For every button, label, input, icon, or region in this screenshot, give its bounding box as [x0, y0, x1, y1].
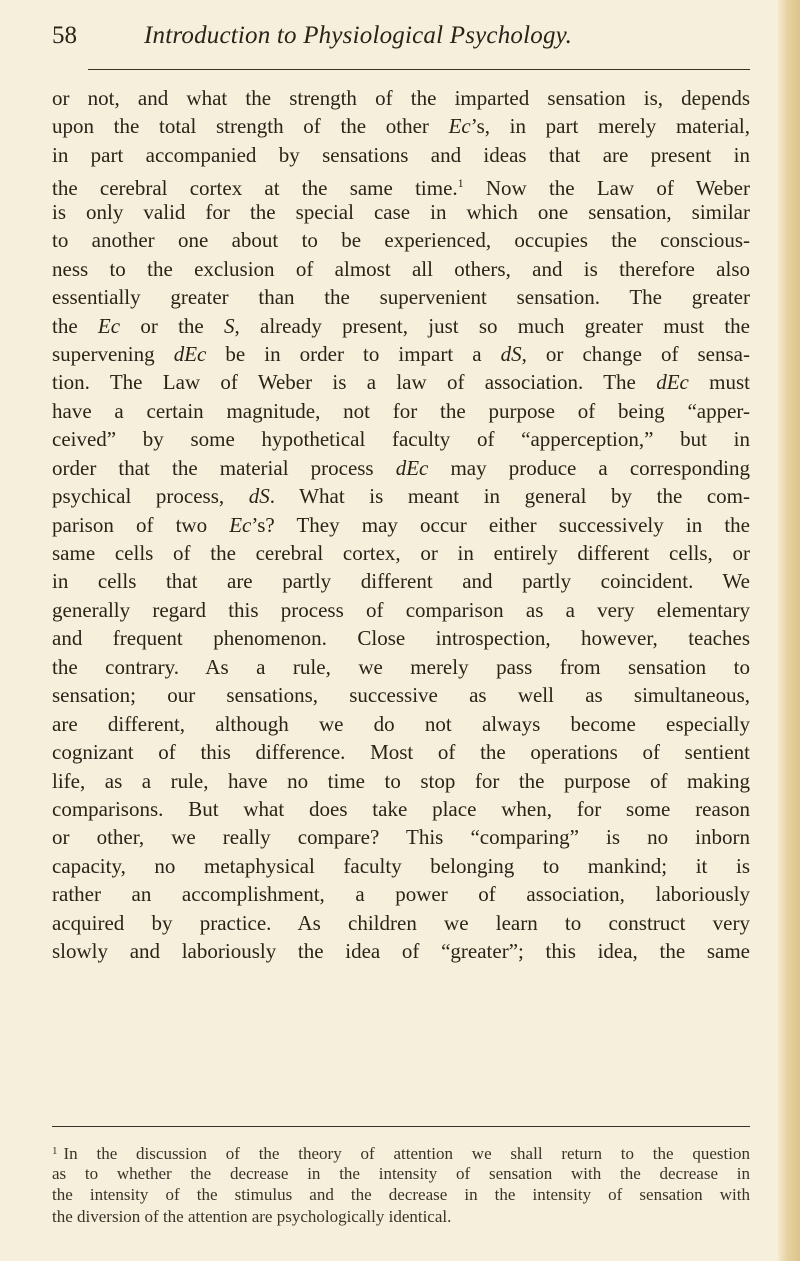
body-line: upon the total strength of the other Ec’s, in part merely material,	[52, 114, 750, 139]
body-line: cognizant of this difference. Most of the operations of sentient	[52, 740, 750, 765]
body-line: supervening dEc be in order to impart a dS, or change of sensa-	[52, 341, 750, 366]
running-title: Introduction to Physiological Psychology.	[144, 22, 573, 49]
body-line: is only valid for the special case in which one sensation, similar	[52, 199, 750, 224]
body-line: the Ec or the S, already present, just so much greater must the	[52, 313, 750, 338]
body-line: or not, and what the strength of the imparted sensation is, depends	[52, 86, 750, 110]
body-line: sensation; our sensations, successive as well as simultaneous,	[52, 683, 750, 708]
body-line: order that the material process dEc may produce a corresponding	[52, 455, 750, 480]
body-line: generally regard this process of comparison as a very elementary	[52, 597, 750, 622]
body-line: to another one about to be experienced, occupies the conscious-	[52, 228, 750, 253]
body-line: acquired by practice. As children we learn to construct very	[52, 910, 750, 935]
body-line: are different, although we do not always become especially	[52, 711, 750, 736]
body-line: the contrary. As a rule, we merely pass from sensation to	[52, 654, 750, 679]
footnote-line: as to whether the decrease in the intensity of sensation with the decrease in	[52, 1163, 750, 1183]
footnote-line: the diversion of the attention are psychologically identical.	[52, 1206, 452, 1226]
running-header	[52, 22, 752, 62]
body-line: ness to the exclusion of almost all others, and is therefore also	[52, 256, 750, 281]
body-line: essentially greater than the supervenient sensation. The greater	[52, 285, 750, 310]
body-line: tion. The Law of Weber is a law of association. The dEc must	[52, 370, 750, 395]
body-line: and frequent phenomenon. Close introspection, however, teaches	[52, 626, 750, 651]
body-line: ceived” by some hypothetical faculty of “apperception,” but in	[52, 427, 750, 452]
page-edge-shading	[778, 0, 800, 1261]
footnote-marker: 1	[52, 1145, 58, 1157]
body-line: or other, we really compare? This “comparing” is no inborn	[52, 825, 750, 850]
body-line: rather an accomplishment, a power of association, laboriously	[52, 882, 750, 907]
footnote-line: $^1$ In the discussion of the theory of attention we shall return to the question	[52, 1144, 750, 1163]
footnote-line: the intensity of the stimulus and the decrease in the intensity of sensation with	[52, 1185, 750, 1204]
body-line: in part accompanied by sensations and ideas that are present in	[52, 142, 750, 167]
body-line: capacity, no metaphysical faculty belonging to mankind; it is	[52, 853, 750, 878]
body-line: the cerebral cortex at the same time.$^1$ Now the Law of Weber	[52, 176, 750, 198]
body-line: slowly and laboriously the idea of “greater”; this idea, the same	[52, 939, 750, 964]
header-rule	[88, 69, 750, 70]
body-line: in cells that are partly different and partly coincident. We	[52, 569, 750, 594]
body-text	[52, 84, 750, 966]
body-line: same cells of the cerebral cortex, or in entirely different cells, or	[52, 541, 750, 565]
body-line: psychical process, dS. What is meant in general by the com-	[52, 484, 750, 509]
body-line: life, as a rule, have no time to stop for the purpose of making	[52, 768, 750, 793]
footnote	[52, 1141, 750, 1227]
page-number: 58	[52, 22, 77, 49]
body-line: parison of two Ec’s? They may occur either successively in the	[52, 512, 750, 537]
body-line: comparisons. But what does take place when, for some reason	[52, 796, 750, 821]
footnote-rule	[52, 1126, 750, 1127]
body-line: have a certain magnitude, not for the purpose of being “apper-	[52, 398, 750, 423]
